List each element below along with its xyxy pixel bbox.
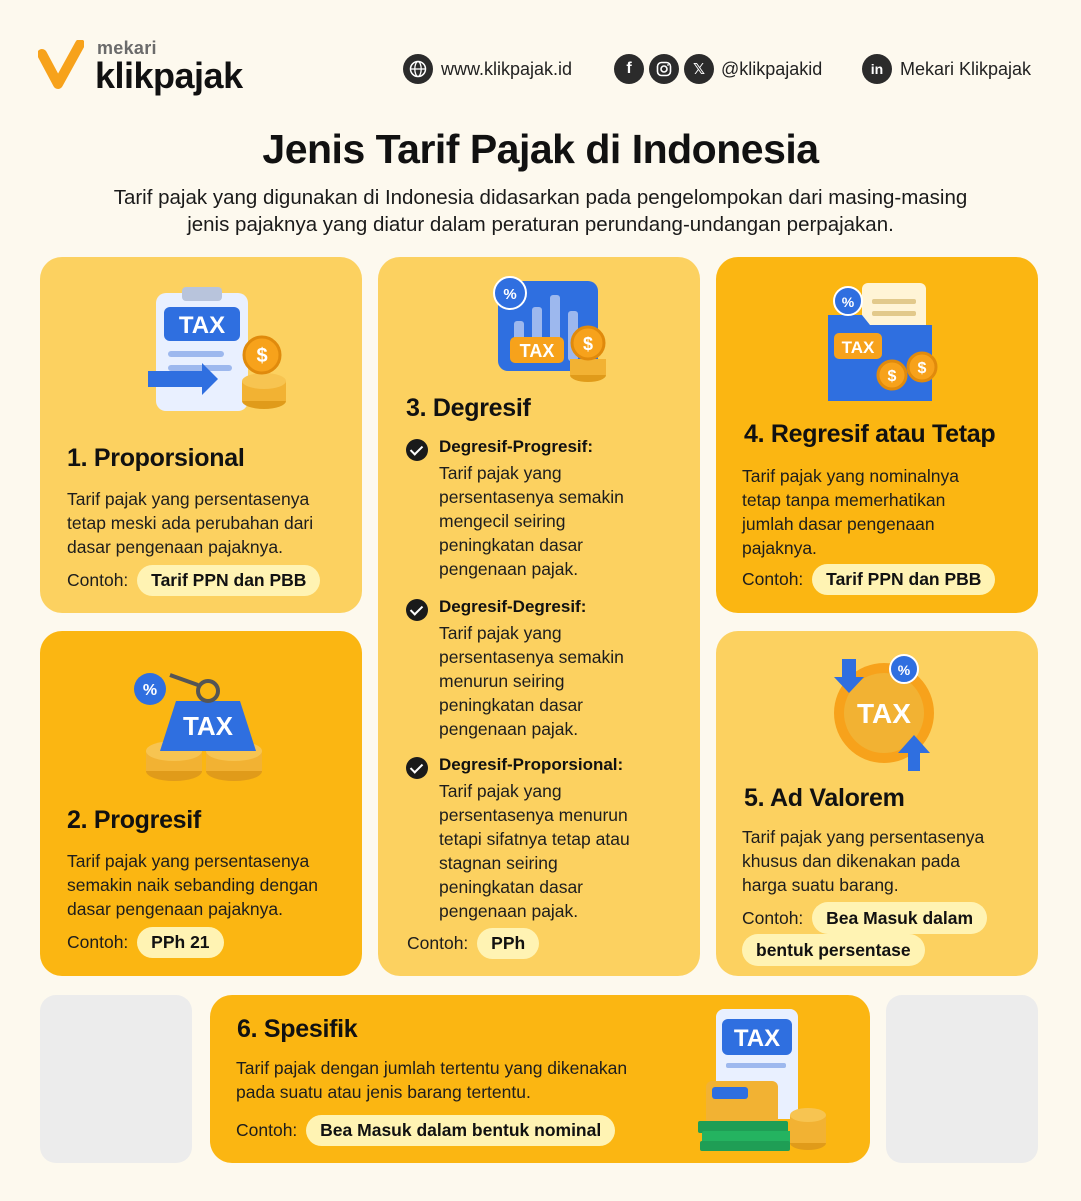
svg-text:%: % [503,286,517,303]
example-pill: Bea Masuk dalam [812,902,987,934]
card-title: 5. Ad Valorem [744,784,905,812]
desc-line: Tarif pajak yang nominalnya [742,466,959,486]
desc-line: pengenaan pajak. [439,559,579,579]
brand-logo [38,38,278,98]
desc-line: tetapi sifatnya tetap atau [439,829,630,849]
card-example [67,927,224,958]
card-advalorem [716,631,1038,976]
card-example [407,928,539,959]
svg-text:%: % [841,294,855,310]
desc-line: Tarif pajak yang [439,781,562,801]
desc-line: persentasenya semakin [439,647,624,667]
x-twitter-icon[interactable]: 𝕏 [684,54,714,84]
tax-weight-illustration [130,655,280,789]
subtitle-line: jenis pajaknya yang diatur dalam peraturan perundang-undangan perpajakan. [187,213,894,236]
desc-line: tetap tanpa memerhatikan [742,490,946,510]
card-example [742,902,987,966]
desc-line: Tarif pajak yang [439,623,562,643]
desc-line: Tarif pajak yang [439,463,562,483]
desc-line: Tarif pajak dengan jumlah tertentu yang dikenakan [236,1058,628,1078]
blank-placeholder [40,995,192,1163]
card-description [67,487,313,559]
blank-placeholder [886,995,1038,1163]
item-description [439,779,689,923]
linkedin-icon: in [862,54,892,84]
degresif-item [406,437,696,587]
card-description [67,849,318,921]
subtitle-line: Tarif pajak yang digunakan di Indonesia didasarkan pada pengelompokan dari masing-masing [113,186,968,209]
card-description [742,825,984,897]
example-pill: Tarif PPN dan PBB [812,564,995,595]
desc-line: jumlah dasar pengenaan [742,514,935,534]
card-description [742,464,959,560]
tax-word: TAX [857,698,911,729]
desc-line: Tarif pajak yang persentasenya [67,489,310,509]
card-title: 3. Degresif [406,394,531,422]
svg-text:$: $ [887,368,897,385]
brand-name: klikpajak [95,55,243,96]
desc-line: semakin naik sebanding dengan [67,875,319,895]
desc-line: peningkatan dasar [439,877,583,897]
card-example [742,564,995,595]
svg-text:$: $ [582,334,594,354]
svg-text:%: % [897,662,911,678]
tax-coin-illustration [820,649,950,779]
item-title: Degresif-Progresif: [439,437,593,456]
card-spesifik [210,995,870,1163]
desc-line: dasar pengenaan pajaknya. [67,899,284,919]
desc-line: tetap meski ada perubahan dari [67,513,314,533]
card-degresif [378,257,700,976]
check-circle-icon [406,439,428,461]
instagram-icon[interactable] [649,54,679,84]
checkmark-logo-icon [38,40,84,92]
example-label: Contoh: [742,569,804,589]
example-label: Contoh: [236,1120,298,1140]
svg-text:$: $ [256,345,268,367]
tax-word: TAX [182,711,234,741]
card-title: 1. Proporsional [67,444,245,472]
desc-line: pajaknya. [742,538,817,558]
card-title: 4. Regresif atau Tetap [744,420,996,448]
svg-text:$: $ [917,360,927,377]
svg-text:%: % [142,682,158,699]
desc-line: stagnan seiring [439,853,558,873]
degresif-item [406,597,696,747]
item-title: Degresif-Degresif: [439,597,587,616]
check-circle-icon [406,757,428,779]
desc-line: khusus dan dikenakan pada [742,851,960,871]
example-pill: bentuk persentase [742,934,925,966]
desc-line: harga suatu barang. [742,875,899,895]
check-circle-icon [406,599,428,621]
desc-line: peningkatan dasar [439,535,583,555]
desc-line: Tarif pajak yang persentasenya [742,827,985,847]
desc-line: Tarif pajak yang persentasenya [67,851,310,871]
card-regresif [716,257,1038,613]
example-pill: Tarif PPN dan PBB [137,565,320,596]
card-description [236,1056,627,1104]
card-example [67,565,320,596]
example-label: Contoh: [67,570,129,590]
desc-line: persentasenya semakin [439,487,624,507]
desc-line: pengenaan pajak. [439,719,579,739]
tax-word: TAX [841,338,875,357]
item-description [439,621,679,741]
card-title: 6. Spesifik [237,1015,358,1043]
card-proporsional [40,257,362,613]
page-subtitle [30,184,1051,238]
desc-line: menurun seiring [439,671,565,691]
tax-word: TAX [178,312,226,339]
example-pill: PPh 21 [137,927,223,958]
globe-icon [403,54,433,84]
desc-line: mengecil seiring [439,511,566,531]
card-title: 2. Progresif [67,806,201,834]
tax-word: TAX [733,1025,781,1052]
example-pill: Bea Masuk dalam bentuk nominal [306,1115,615,1146]
page-title: Jenis Tarif Pajak di Indonesia [262,126,819,172]
example-label: Contoh: [67,932,129,952]
social-links[interactable] [614,53,822,85]
website-link[interactable] [403,53,572,85]
facebook-icon[interactable]: f [614,54,644,84]
card-example [236,1115,615,1146]
website-text: www.klikpajak.id [441,58,573,79]
social-handle-text: @klikpajakid [721,58,823,79]
card-progresif [40,631,362,976]
desc-line: dasar pengenaan pajaknya. [67,537,284,557]
tax-money-illustration [696,1003,836,1155]
degresif-item [406,755,696,925]
example-pill: PPh [477,928,539,959]
desc-line: peningkatan dasar [439,695,583,715]
brand-small: mekari [97,38,157,58]
example-label: Contoh: [407,933,469,953]
desc-line: pengenaan pajak. [439,901,579,921]
tax-chart-illustration [488,271,618,387]
desc-line: persentasenya menurun [439,805,628,825]
item-description [439,461,679,581]
desc-line: pada suatu atau jenis barang tertentu. [236,1082,531,1102]
item-title: Degresif-Proporsional: [439,755,624,774]
example-label: Contoh: [742,908,804,928]
linkedin-text: Mekari Klikpajak [900,58,1032,79]
tax-document-illustration [142,285,292,425]
linkedin-link[interactable] [862,53,1031,85]
tax-word: TAX [519,341,555,361]
tax-folder-illustration [822,277,952,407]
